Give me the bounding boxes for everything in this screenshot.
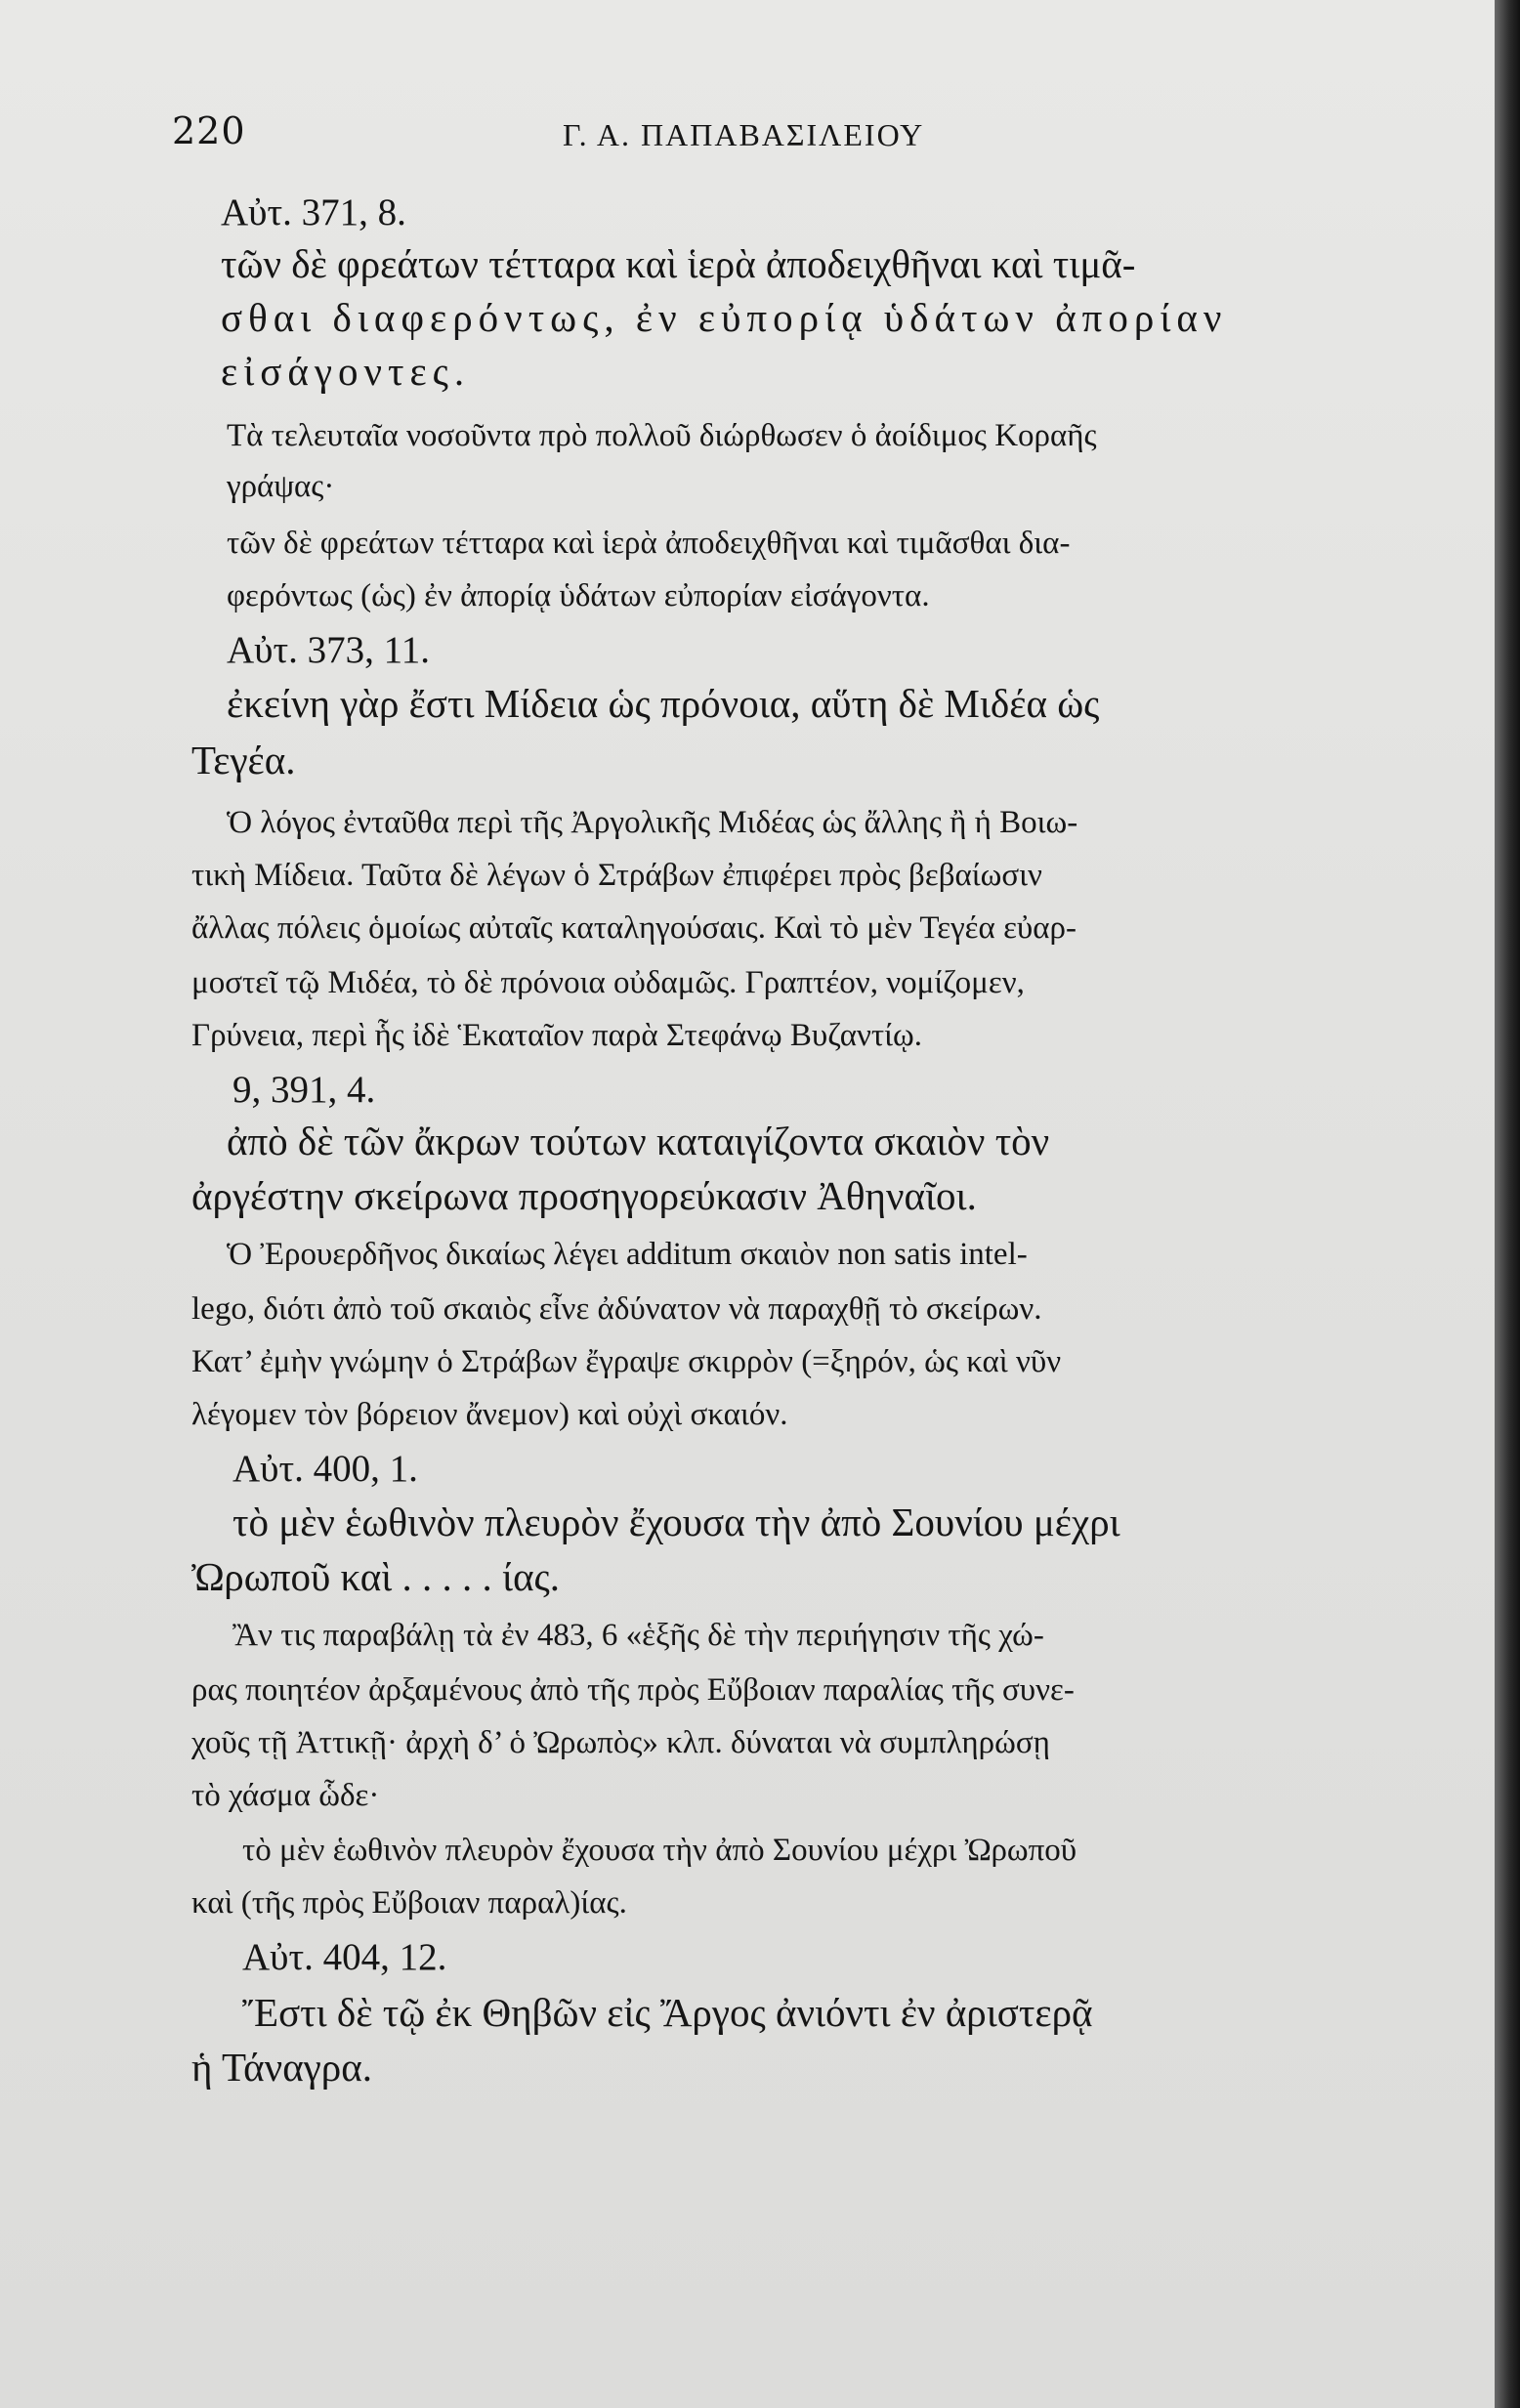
text-line: Κατ’ ἐμὴν γνώμην ὁ Στράβων ἔγραψε σκιρρὸν (=ξηρόν, ὡς καὶ νῦν	[191, 1344, 1062, 1379]
text-line: καὶ (τῆς πρὸς Εὔβοιαν παραλ)ίας.	[191, 1885, 627, 1921]
text-line: εἰσάγοντες.	[221, 349, 471, 394]
text-line: τὸ μὲν ἑωθινὸν πλευρὸν ἔχουσα τὴν ἀπὸ Σουνίου μέχρι	[232, 1500, 1120, 1544]
text-line: φερόντως (ὡς) ἐν ἀπορίᾳ ὑδάτων εὐπορίαν εἰσάγοντα.	[227, 578, 930, 613]
text-line: Ἔστι δὲ τῷ ἐκ Θηβῶν εἰς Ἄργος ἀνιόντι ἐν ἀριστερᾷ	[242, 1990, 1093, 2035]
book-spine-shadow	[1495, 0, 1520, 2408]
text-line: Τὰ τελευταῖα νοσοῦντα πρὸ πολλοῦ διώρθωσεν ὁ ἀοίδιμος Κοραῆς	[227, 418, 1097, 453]
text-line: σθαι διαφερόντως, ἐν εὐπορίᾳ ὑδάτων ἀπορίαν	[221, 295, 1228, 340]
text-line: Ὠρωποῦ καὶ . . . . . ίας.	[191, 1554, 561, 1599]
text-line: τῶν δὲ φρεάτων τέτταρα καὶ ἱερὰ ἀποδειχθῆναι καὶ τιμᾶ-	[221, 241, 1136, 286]
text-line: ἀπὸ δὲ τῶν ἄκρων τούτων καταιγίζοντα σκαιὸν τὸν	[227, 1119, 1050, 1163]
citation-line: Αὐτ. 371, 8.	[221, 191, 406, 233]
text-line: λέγομεν τὸν βόρειον ἄνεμον) καὶ οὐχὶ σκαιόν.	[191, 1397, 788, 1432]
text-line: lego, διότι ἀπὸ τοῦ σκαιὸς εἶνε ἀδύνατον νὰ παραχθῇ τὸ σκείρων.	[191, 1291, 1042, 1327]
page-header	[172, 109, 1383, 168]
text-line: ἡ Τάναγρα.	[191, 2045, 372, 2090]
text-line: μοστεῖ τῷ Μιδέα, τὸ δὲ πρόνοια οὐδαμῶς. Γραπτέον, νομίζομεν,	[191, 965, 1025, 1000]
text-line: ἄλλας πόλεις ὁμοίως αὐταῖς καταληγούσαις. Καὶ τὸ μὲν Τεγέα εὐαρ-	[191, 910, 1077, 946]
running-head: Γ. Α. ΠΑΠΑΒΑΣΙΛΕΙΟΥ	[563, 117, 925, 152]
text-line: Ὁ λόγος ἐνταῦθα περὶ τῆς Ἀργολικῆς Μιδέας ὡς ἄλλης ἢ ἡ Βοιω-	[227, 805, 1078, 840]
text-line: τὸ χάσμα ὧδε·	[191, 1778, 380, 1813]
citation-line: 9, 391, 4.	[232, 1069, 376, 1111]
text-line: ἐκείνη γὰρ ἔστι Μίδεια ὡς πρόνοια, αὕτη δὲ Μιδέα ὡς	[227, 681, 1100, 726]
text-line: Ὁ Ἐρουερδῆνος δικαίως λέγει additum σκαιὸν non satis intel-	[227, 1237, 1028, 1272]
text-line: Γρύνεια, περὶ ἧς ἰδὲ Ἑκαταῖον παρὰ Στεφάνῳ Βυζαντίῳ.	[191, 1018, 923, 1053]
citation-line: Αὐτ. 400, 1.	[232, 1448, 418, 1490]
text-line: Ἂν τις παραβάλῃ τὰ ἐν 483, 6 «ἑξῆς δὲ τὴν περιήγησιν τῆς χώ-	[232, 1618, 1044, 1653]
citation-line: Αὐτ. 373, 11.	[227, 629, 430, 671]
text-line: Τεγέα.	[191, 738, 296, 782]
text-line: τικὴ Μίδεια. Ταῦτα δὲ λέγων ὁ Στράβων ἐπιφέρει πρὸς βεβαίωσιν	[191, 858, 1042, 893]
text-line: τὸ μὲν ἑωθινὸν πλευρὸν ἔχουσα τὴν ἀπὸ Σουνίου μέχρι Ὠρωποῦ	[242, 1833, 1077, 1868]
text-line: χοῦς τῇ Ἀττικῇ· ἀρχὴ δ’ ὁ Ὠρωπὸς» κλπ. δύναται νὰ συμπληρώσῃ	[191, 1725, 1050, 1760]
text-line: τῶν δὲ φρεάτων τέτταρα καὶ ἱερὰ ἀποδειχθῆναι καὶ τιμᾶσθαι δια-	[227, 526, 1071, 561]
text-line: ἀργέστην σκείρωνα προσηγορεύκασιν Ἀθηναῖοι.	[191, 1173, 977, 1218]
text-line: ρας ποιητέον ἀρξαμένους ἀπὸ τῆς πρὸς Εὔβοιαν παραλίας τῆς συνε-	[191, 1672, 1075, 1708]
page-number: 220	[172, 109, 246, 152]
citation-line: Αὐτ. 404, 12.	[242, 1936, 447, 1978]
text-line: γράψας·	[227, 469, 335, 504]
